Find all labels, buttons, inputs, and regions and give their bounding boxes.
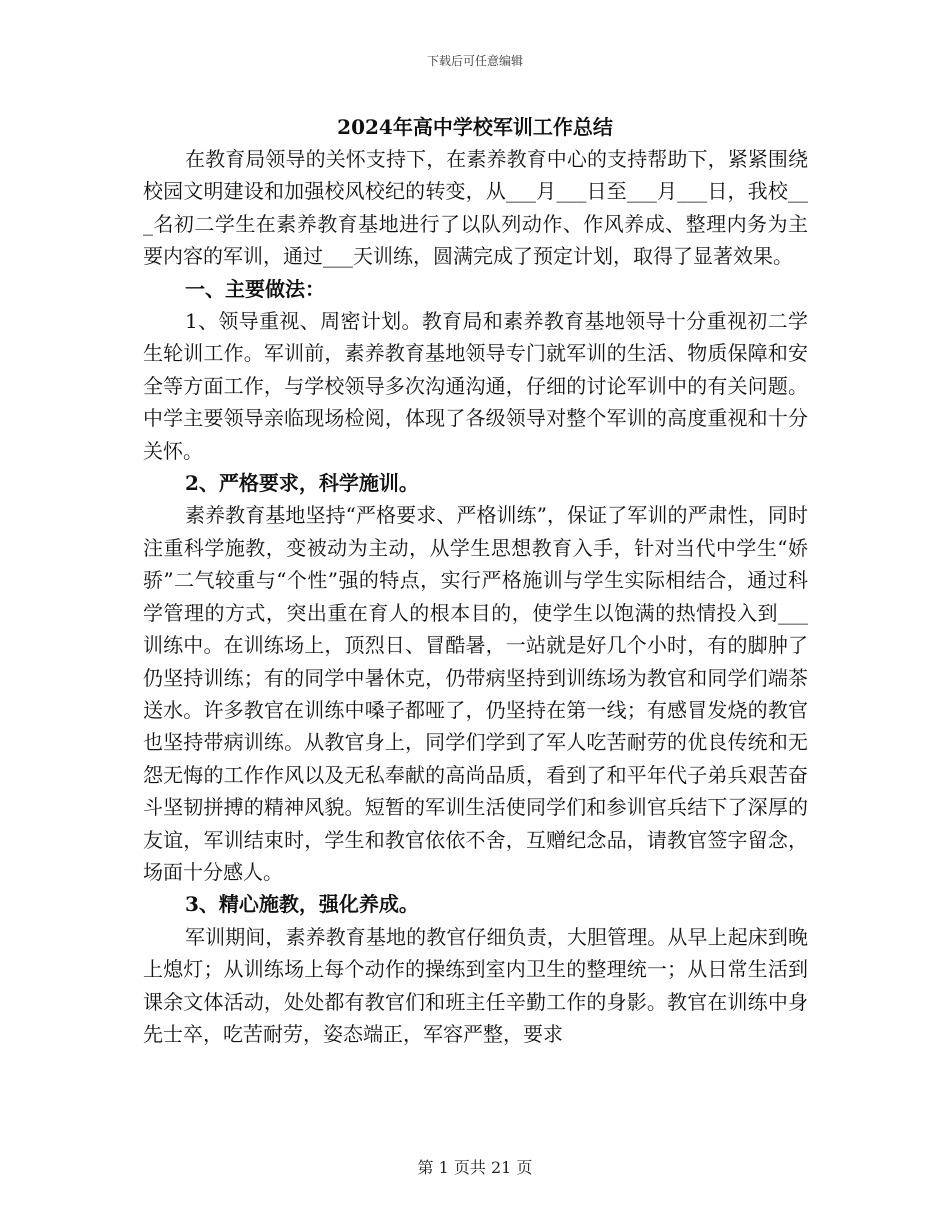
paragraph-intro: 在教育局领导的关怀支持下，在素养教育中心的支持帮助下，紧紧围绕校园文明建设和加强校风校纪的转变，从___月___日至___月___日，我校___名初二学生在素养教育基地进行了以队列动作、作风养成、整理内务为主要内容的军训，通过___天训练，圆满完成了预定计划，取得了显著效果。 xyxy=(143,147,808,269)
paragraph-leadership: 1、领导重视、周密计划。教育局和素养教育基地领导十分重视初二学生轮训工作。军训前，素养教育基地领导专门就军训的生活、物质保障和安全等方面工作，与学校领导多次沟通沟通，仔细的讨论军训中的有关问题。中学主要领导亲临现场检阅，体现了各级领导对整个军训的高度重视和十分关怀。 xyxy=(143,309,808,463)
page-footer: 第 1 页共 21 页 xyxy=(417,1158,533,1177)
paragraph-strict-training: 素养教育基地坚持“严格要求、严格训练”，保证了军训的严肃性，同时注重科学施教，变被动为主动，从学生思想教育入手，针对当代中学生“娇骄”二气较重与“个性”强的特点，实行严格施训与学生实际相结合，通过科学管理的方式，突出重在育人的根本目的，使学生以饱满的热情投入到___训练中。在训练场上，顶烈日、冒酷暑，一站就是好几个小时，有的脚肿了仍坚持训练；有的同学中暑休克，仍带病坚持到训练场为教官和同学们端茶送水。许多教官在训练中嗓子都哑了，仍坚持在第一线；有感冒发烧的教官也坚持带病训练。从教官身上，同学们学到了军人吃苦耐劳的优良传统和无怨无悔的工作作风以及无私奉献的高尚品质，看到了和平年代子弟兵艰苦奋斗坚韧拼搏的精神风貌。短暂的军训生活使同学们和参训官兵结下了深厚的友谊，军训结束时，学生和教官依依不舍，互赠纪念品，请教官签字留念，场面十分感人。 xyxy=(143,503,808,884)
page-header: 下载后可任意编辑 xyxy=(426,54,523,68)
document-title: 2024年高中学校军训工作总结 xyxy=(337,115,613,139)
section-heading-careful-teaching: 3、精心施教，强化养成。 xyxy=(185,892,419,917)
section-heading-strict-training: 2、严格要求，科学施训。 xyxy=(185,471,419,496)
paragraph-careful-teaching: 军训期间，素养教育基地的教官仔细负责，大胆管理。从早上起床到晚上熄灯；从训练场上每个动作的操练到室内卫生的整理统一；从日常生活到课余文体活动，处处都有教官们和班主任辛勤工作的身影。教官在训练中身先士卒，吃苦耐劳，姿态端正，军容严整，要求 xyxy=(143,924,808,1046)
document-body xyxy=(143,143,808,1050)
section-heading-main-practices: 一、主要做法： xyxy=(185,276,325,301)
